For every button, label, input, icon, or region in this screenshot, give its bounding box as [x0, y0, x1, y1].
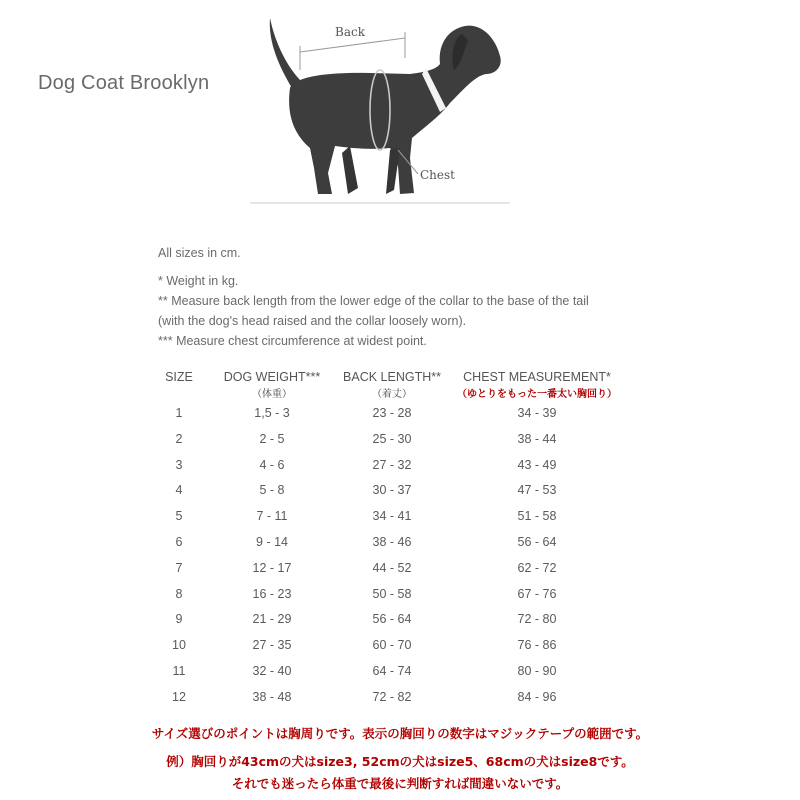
size-cell: 7 — [175, 560, 183, 575]
size-cell: 8 — [175, 586, 183, 601]
table-row — [150, 406, 650, 432]
back-cell: 27 - 32 — [372, 457, 412, 472]
size-cell: 9 — [175, 612, 183, 627]
weight-cell: 16 - 23 — [252, 586, 292, 601]
chest-cell: 34 - 39 — [517, 406, 557, 420]
header-back: BACK LENGTH** （着丈） — [322, 370, 462, 400]
table-body — [150, 406, 650, 716]
back-note-line1: ** Measure back length from the lower edge of the collar to the base of the tail — [158, 294, 589, 308]
header-weight: DOG WEIGHT*** （体重） — [202, 370, 342, 400]
table-row — [150, 690, 650, 716]
table-row — [150, 458, 650, 484]
chest-cell: 56 - 64 — [517, 534, 557, 549]
chest-cell: 51 - 58 — [517, 509, 557, 524]
header-chest-jp: （ゆとりをもった一番太い胸回り） — [457, 389, 617, 400]
back-label: Back — [335, 25, 365, 39]
header-weight-jp: （体重） — [252, 389, 292, 400]
chest-cell: 80 - 90 — [517, 663, 557, 678]
table-row — [150, 535, 650, 561]
footer-note-1: サイズ選びのポイントは胸周りです。表示の胸回りの数字はマジックテープの範囲です。 — [151, 726, 649, 741]
back-cell: 38 - 46 — [372, 534, 412, 549]
header-chest: CHEST MEASUREMENT* （ゆとりをもった一番太い胸回り） — [450, 370, 624, 400]
weight-cell: 12 - 17 — [252, 560, 292, 575]
back-cell: 44 - 52 — [372, 560, 412, 575]
back-cell: 25 - 30 — [372, 431, 412, 446]
page-title: Dog Coat Brooklyn — [38, 72, 210, 94]
size-cell: 11 — [172, 663, 186, 678]
footer-note-3: それでも迷ったら体重で最後に判断すれば間違いないです。 — [231, 776, 569, 791]
weight-note: * Weight in kg. — [158, 274, 239, 288]
chest-label: Chest — [420, 168, 455, 182]
back-cell: 30 - 37 — [372, 483, 412, 498]
header-size: SIZE — [165, 370, 193, 384]
weight-cell: 1,5 - 3 — [254, 406, 290, 420]
table-row — [150, 432, 650, 458]
weight-cell: 7 - 11 — [256, 509, 288, 524]
weight-cell: 2 - 5 — [259, 431, 285, 446]
size-cell: 4 — [175, 483, 183, 498]
back-note-line2: (with the dog's head raised and the collar loosely worn). — [158, 314, 467, 328]
back-cell: 64 - 74 — [372, 663, 412, 678]
back-cell: 34 - 41 — [372, 509, 412, 524]
weight-cell: 38 - 48 — [252, 689, 292, 704]
table-row — [150, 561, 650, 587]
weight-cell: 27 - 35 — [252, 638, 292, 653]
size-cell: 12 — [172, 689, 186, 704]
chest-cell: 62 - 72 — [517, 560, 557, 575]
chest-cell: 43 - 49 — [517, 457, 557, 472]
size-cell: 2 — [175, 431, 183, 446]
table-header — [150, 370, 650, 406]
notes-block — [158, 243, 589, 351]
back-cell: 50 - 58 — [372, 586, 412, 601]
dog-far-legs — [342, 146, 400, 194]
table-row — [150, 638, 650, 664]
table-row — [150, 664, 650, 690]
dog-measurement-diagram — [250, 8, 510, 208]
table-row — [150, 509, 650, 535]
footer-note-2: 例）胸回りが43cmの犬はsize3, 52cmの犬はsize5、68cmの犬はsize8です。 — [166, 754, 634, 769]
units-note: All sizes in cm. — [158, 246, 241, 260]
table-row — [150, 587, 650, 613]
back-cell: 56 - 64 — [372, 612, 412, 627]
chest-cell: 67 - 76 — [517, 586, 557, 601]
size-cell: 1 — [175, 406, 183, 420]
back-cell: 60 - 70 — [372, 638, 412, 653]
table-row — [150, 612, 650, 638]
weight-cell: 9 - 14 — [256, 534, 288, 549]
size-cell: 3 — [175, 457, 183, 472]
weight-cell: 4 - 6 — [259, 457, 285, 472]
weight-cell: 5 - 8 — [259, 483, 285, 498]
chest-cell: 72 - 80 — [517, 612, 557, 627]
size-cell: 5 — [175, 509, 183, 524]
chest-cell: 38 - 44 — [517, 431, 557, 446]
chest-cell: 47 - 53 — [517, 483, 557, 498]
weight-cell: 21 - 29 — [252, 612, 292, 627]
dog-tail — [270, 18, 300, 88]
size-cell: 10 — [172, 638, 186, 653]
chest-note: *** Measure chest circumference at widest point. — [158, 334, 427, 348]
table-row — [150, 483, 650, 509]
header-back-jp: （着丈） — [372, 389, 412, 400]
size-table — [150, 370, 650, 716]
weight-cell: 32 - 40 — [252, 663, 292, 678]
back-cell: 23 - 28 — [372, 406, 412, 420]
back-measure-line — [300, 38, 405, 52]
size-cell: 6 — [175, 534, 183, 549]
back-cell: 72 - 82 — [372, 689, 412, 704]
chest-cell: 84 - 96 — [517, 689, 557, 704]
chest-cell: 76 - 86 — [517, 638, 557, 653]
